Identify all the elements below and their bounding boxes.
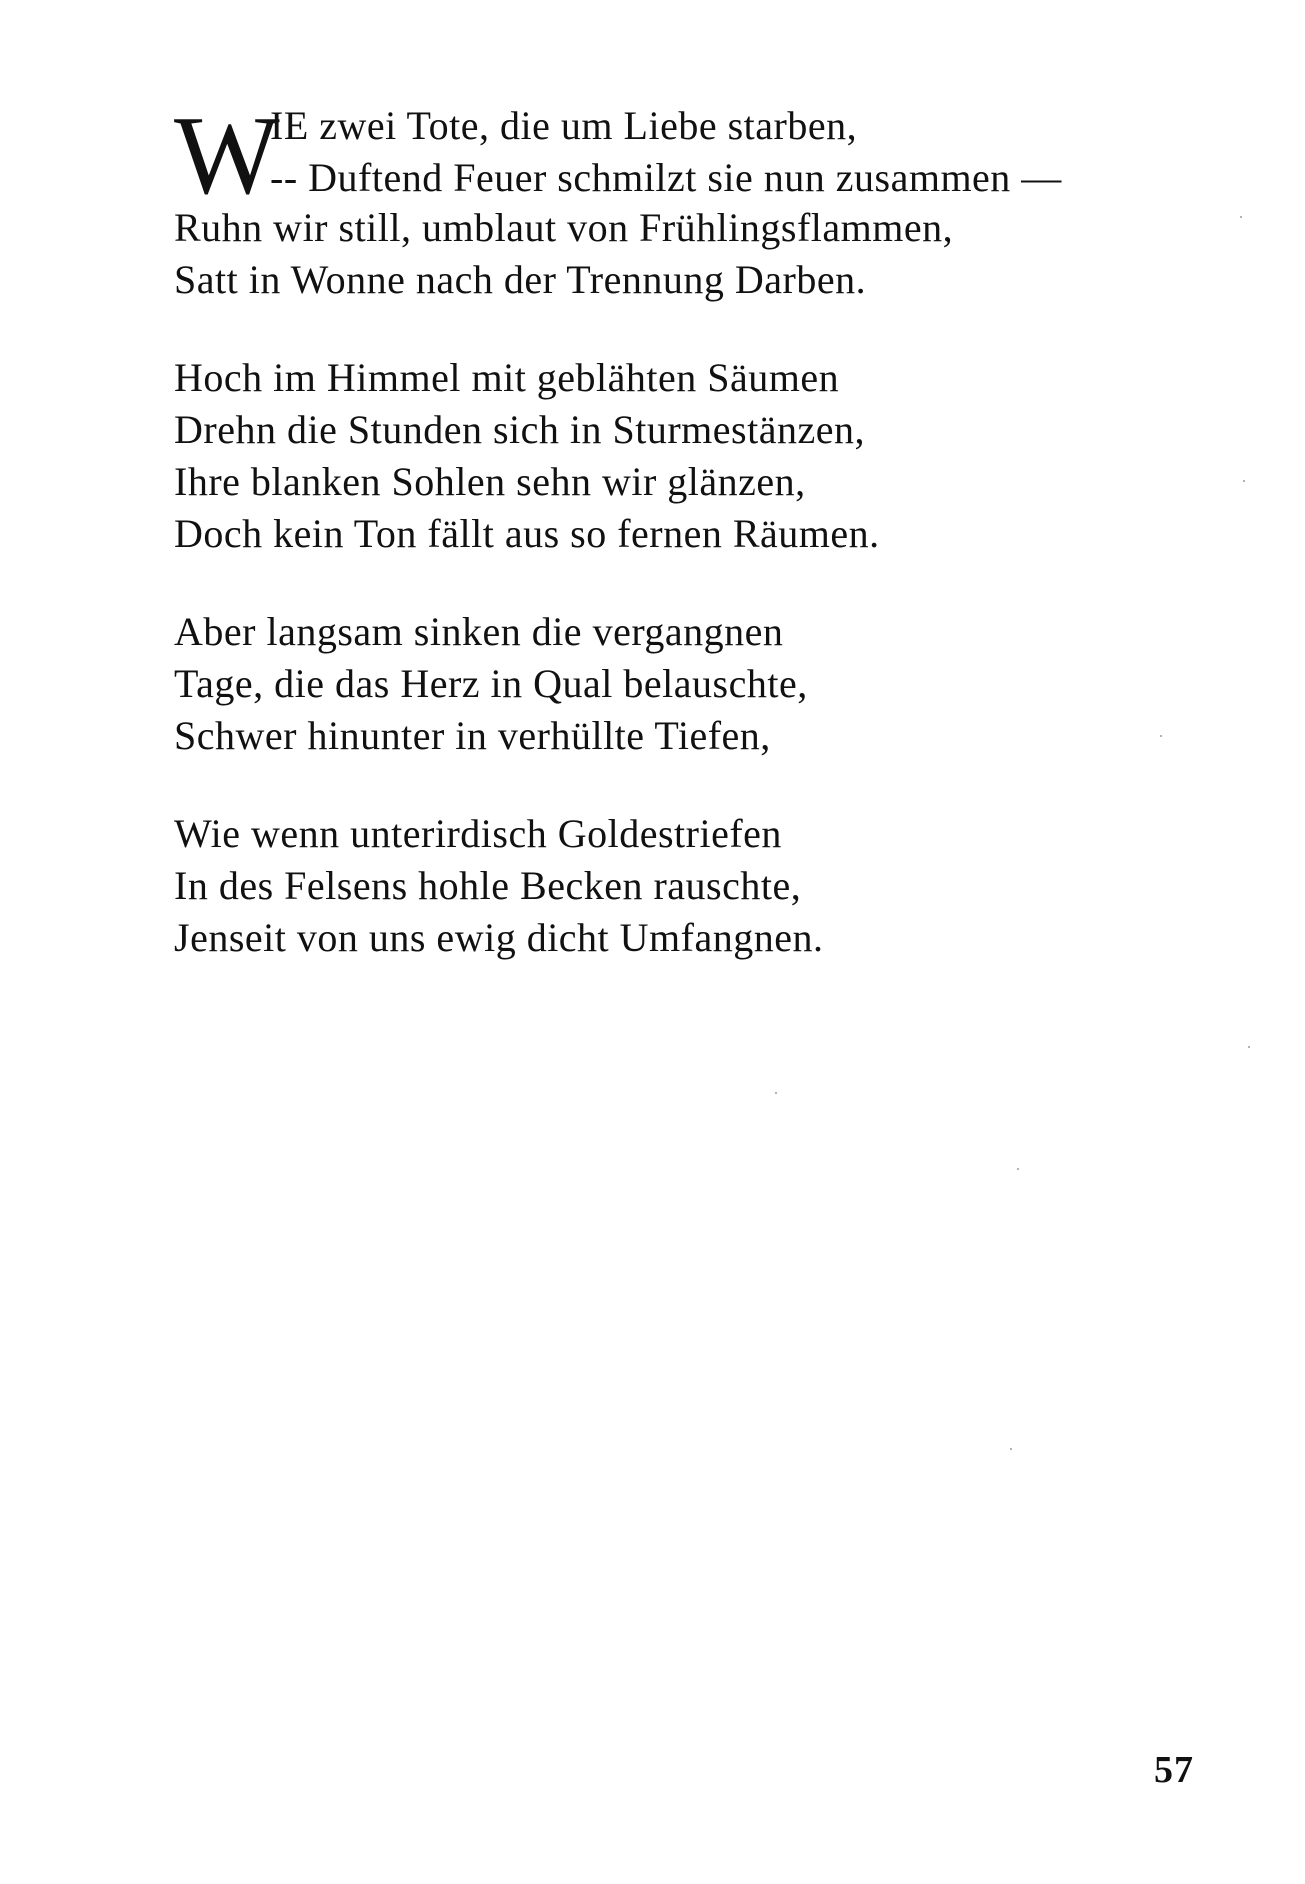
scan-speck	[1160, 735, 1162, 737]
poem-line: Aber langsam sinken die vergangnen	[174, 609, 784, 654]
stanza-1-opening	[174, 92, 1234, 218]
stanza-2	[174, 352, 1234, 560]
poem-line: Doch kein Ton fällt aus so fernen Räumen.	[174, 511, 880, 556]
poem-line: Wie wenn unterirdisch Goldestriefen	[174, 811, 782, 856]
scan-speck	[1240, 216, 1242, 218]
scan-speck	[775, 1092, 777, 1094]
poem-line: Tage, die das Herz in Qual belauschte,	[174, 661, 808, 706]
poem-line: -- Duftend Feuer schmilzt sie nun zusammen —	[270, 155, 1062, 200]
stanza-1	[174, 92, 1234, 306]
poem-line: In des Felsens hohle Becken rauschte,	[174, 863, 802, 908]
poem-line: Satt in Wonne nach der Trennung Darben.	[174, 257, 867, 302]
poem-line: Jenseit von uns ewig dicht Umfangnen.	[174, 915, 824, 960]
page-number: 57	[1154, 1749, 1194, 1791]
drop-cap: W	[174, 94, 278, 218]
stanza-4	[174, 808, 1234, 964]
poem	[174, 92, 1234, 964]
poem-line: Ihre blanken Sohlen sehn wir glänzen,	[174, 459, 806, 504]
poem-line: Ruhn wir still, umblaut von Frühlingsflammen,	[174, 205, 954, 250]
poem-line: IE zwei Tote, die um Liebe starben,	[270, 103, 858, 148]
poem-line: Hoch im Himmel mit geblähten Säumen	[174, 355, 840, 400]
poem-line: Drehn die Stunden sich in Sturmestänzen,	[174, 407, 865, 452]
stanza-3	[174, 606, 1234, 762]
scan-speck	[1248, 1046, 1250, 1048]
scan-speck	[1243, 480, 1245, 482]
poem-line: Schwer hinunter in verhüllte Tiefen,	[174, 713, 771, 758]
scan-speck	[1010, 1448, 1012, 1450]
scan-speck	[1017, 1168, 1019, 1170]
